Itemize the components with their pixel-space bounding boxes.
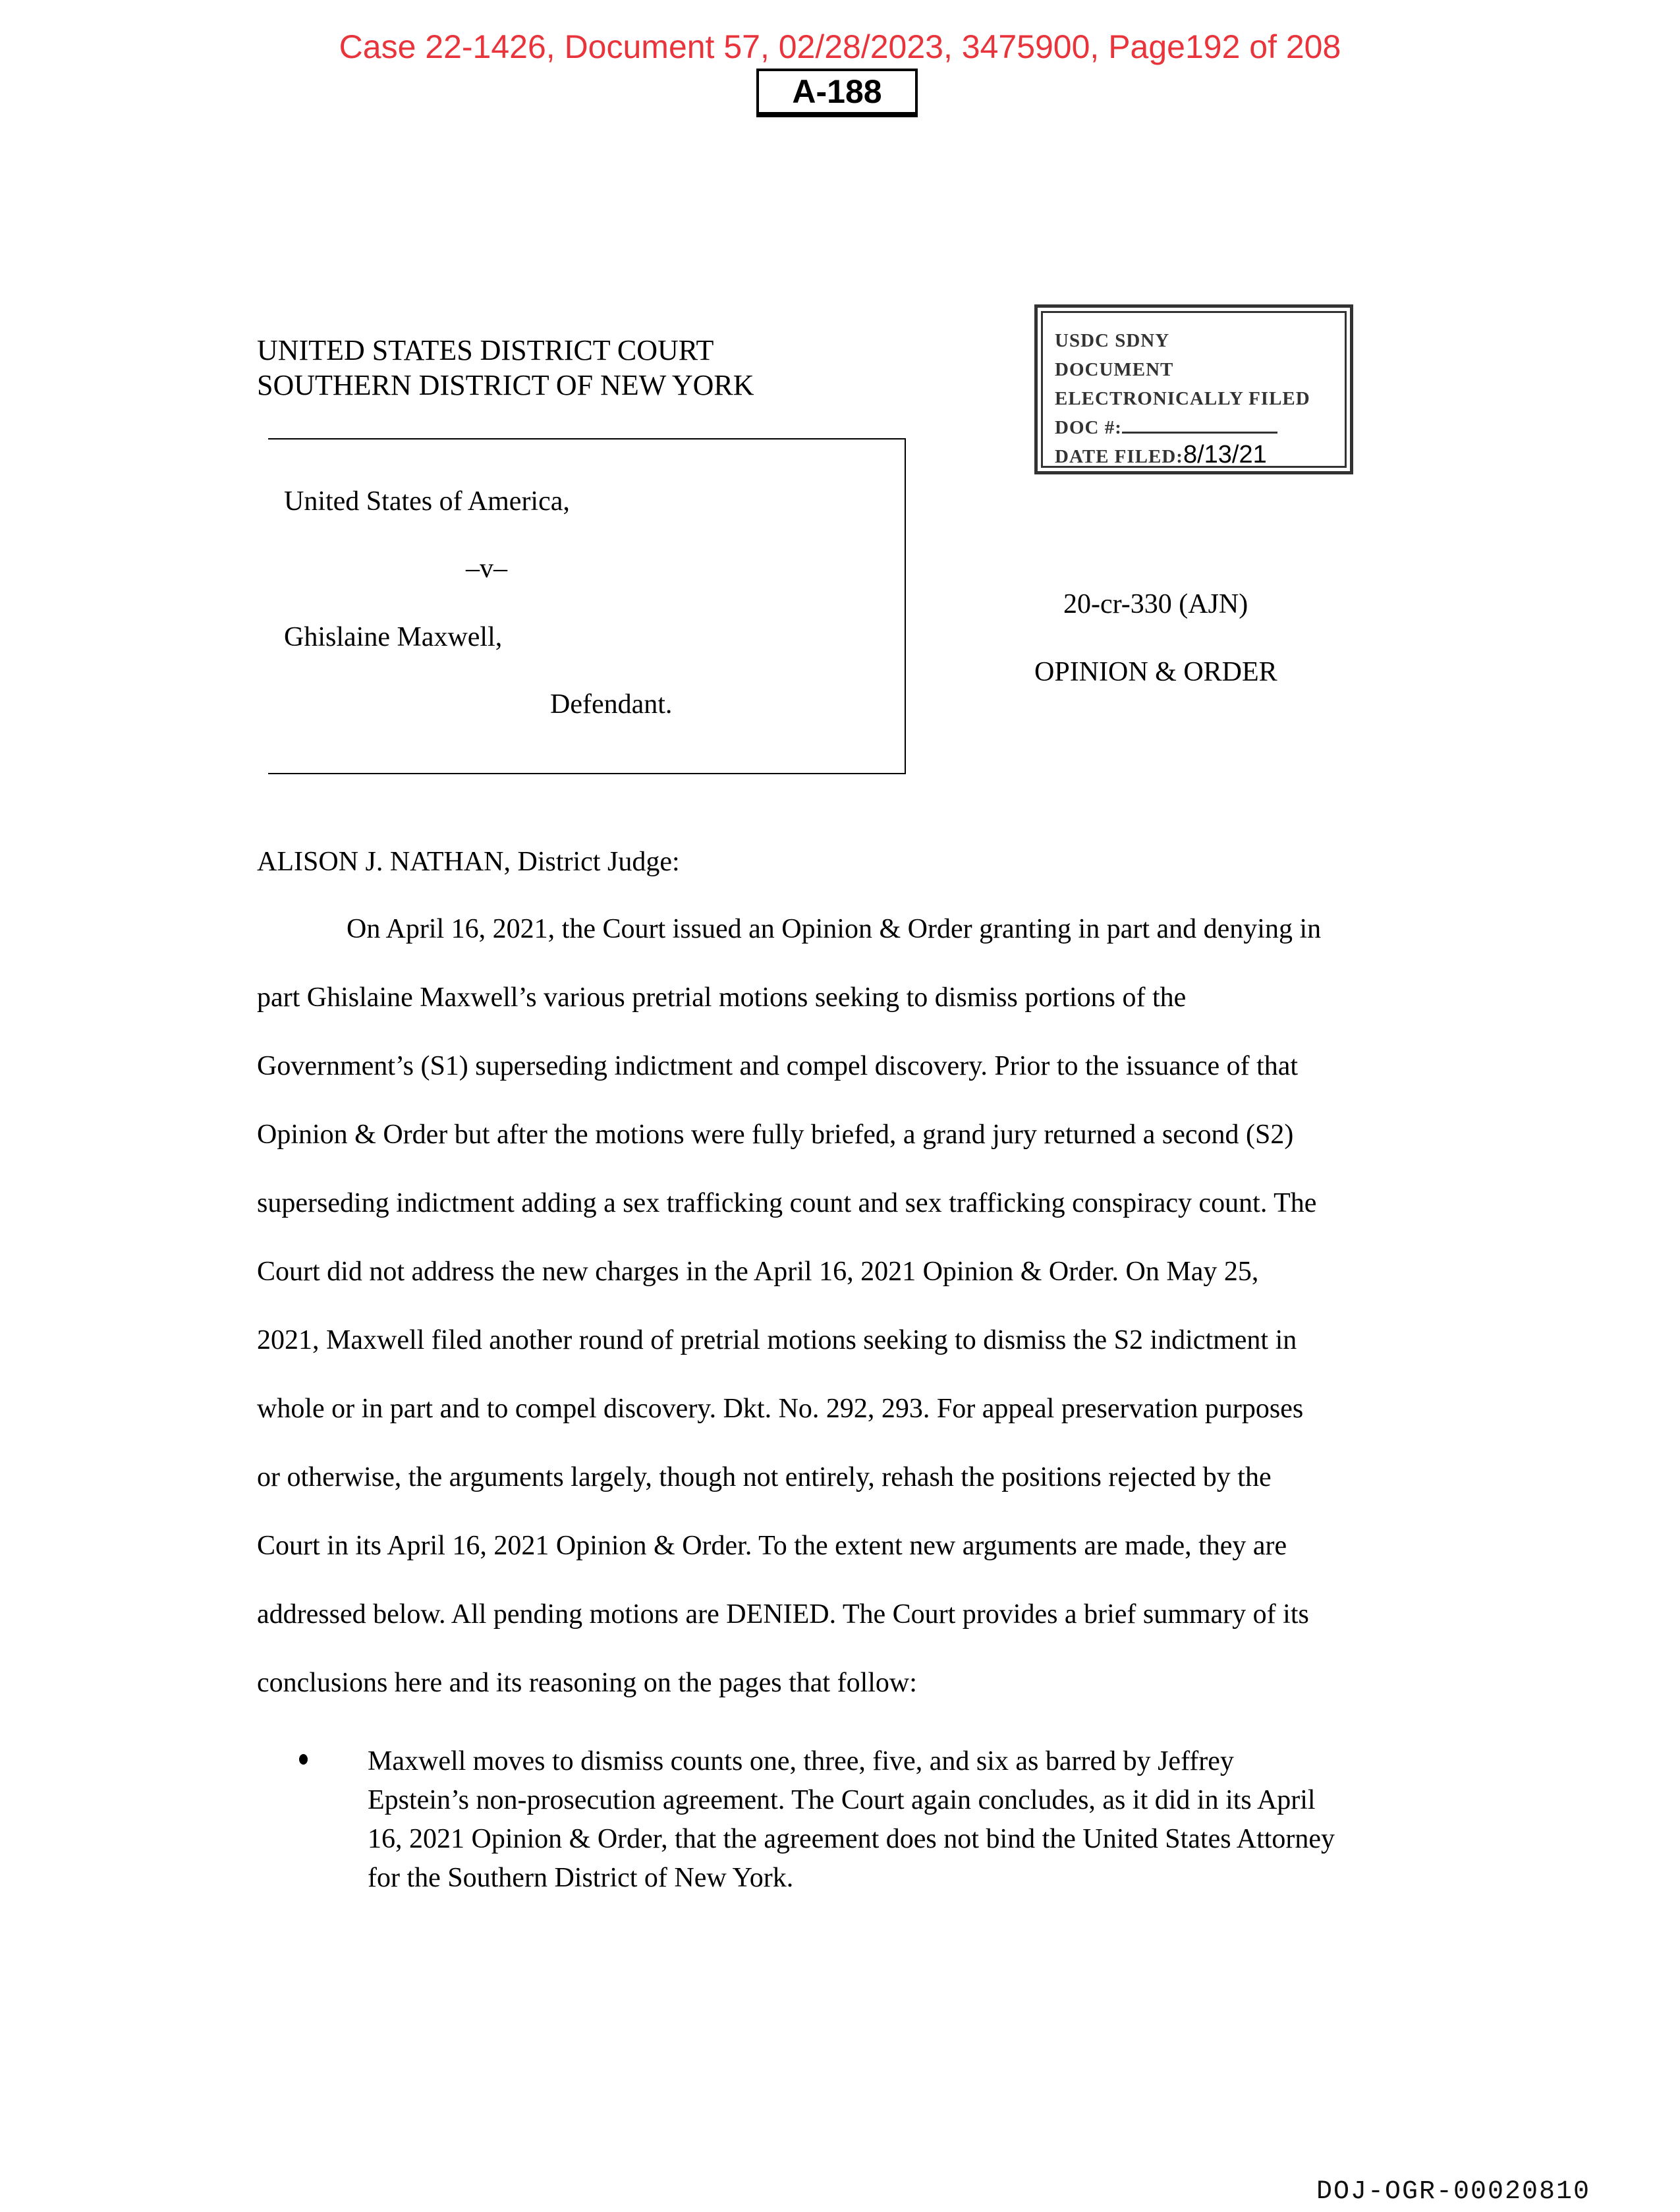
defendant-name: Ghislaine Maxwell, <box>284 622 503 652</box>
bullet-line: Epstein’s non-prosecution agreement. The Court again concludes, as it did in its April <box>368 1785 1316 1815</box>
body-line: Opinion & Order but after the motions were fully briefed, a grand jury returned a second (S2) <box>257 1120 1294 1150</box>
stamp-doc-number-label: DOC #: <box>1055 417 1122 438</box>
stamp-doc-number-blank <box>1122 414 1277 434</box>
body-line: Court in its April 16, 2021 Opinion & Order. To the extent new arguments are made, they are <box>257 1531 1287 1561</box>
body-line: 2021, Maxwell filed another round of pretrial motions seeking to dismiss the S2 indictment in <box>257 1325 1297 1355</box>
electronic-filing-stamp <box>1034 304 1353 474</box>
body-line: Government’s (S1) superseding indictment and compel discovery. Prior to the issuance of that <box>257 1051 1299 1081</box>
body-line: or otherwise, the arguments largely, though not entirely, rehash the positions rejected by the <box>257 1462 1272 1492</box>
court-name: UNITED STATES DISTRICT COURT <box>257 334 714 366</box>
plaintiff-name: United States of America, <box>284 486 570 517</box>
court-district: SOUTHERN DISTRICT OF NEW YORK <box>257 369 754 401</box>
bullet-icon <box>299 1754 308 1765</box>
body-line: On April 16, 2021, the Court issued an Opinion & Order granting in part and denying in <box>347 914 1322 944</box>
case-caption-box <box>268 438 906 774</box>
bullet-line: for the Southern District of New York. <box>368 1863 794 1893</box>
judge-attribution: ALISON J. NATHAN, District Judge: <box>257 847 680 877</box>
versus-label: –v– <box>466 553 507 584</box>
body-line: conclusions here and its reasoning on the pages that follow: <box>257 1668 917 1698</box>
stamp-date-value: 8/13/21 <box>1183 443 1335 468</box>
body-line: Court did not address the new charges in the April 16, 2021 Opinion & Order. On May 25, <box>257 1257 1259 1287</box>
bullet-line: 16, 2021 Opinion & Order, that the agreement does not bind the United States Attorney <box>368 1824 1335 1854</box>
document-title: OPINION & ORDER <box>1034 657 1277 687</box>
stamp-date-label: DATE FILED: <box>1055 446 1183 467</box>
stamp-doc-number-row <box>1055 413 1345 442</box>
defendant-label: Defendant. <box>550 689 673 720</box>
bates-number: DOJ-OGR-00020810 <box>1316 2177 1591 2207</box>
docket-number: 20-cr-330 (AJN) <box>1063 589 1248 619</box>
bullet-text <box>368 1742 1335 1898</box>
body-paragraph <box>257 915 1416 1737</box>
stamp-inner-border <box>1041 311 1347 468</box>
body-line: part Ghislaine Maxwell’s various pretrial motions seeking to dismiss portions of the <box>257 982 1187 1013</box>
stamp-electronic-line: ELECTRONICALLY FILED <box>1055 388 1310 409</box>
stamp-court-line: USDC SDNY <box>1055 330 1170 351</box>
body-line: superseding indictment adding a sex trafficking count and sex trafficking conspiracy count. The <box>257 1188 1317 1218</box>
body-line: whole or in part and to compel discovery. Dkt. No. 292, 293. For appeal preservation purposes <box>257 1394 1304 1424</box>
appendix-page-label: A-188 <box>756 69 918 117</box>
stamp-document-line: DOCUMENT <box>1055 359 1174 380</box>
body-line: addressed below. All pending motions are DENIED. The Court provides a brief summary of its <box>257 1599 1309 1630</box>
case-filing-header: Case 22-1426, Document 57, 02/28/2023, 3475900, Page192 of 208 <box>339 28 1341 65</box>
bullet-line: Maxwell moves to dismiss counts one, three, five, and six as barred by Jeffrey <box>368 1746 1234 1776</box>
stamp-date-row <box>1055 442 1345 471</box>
